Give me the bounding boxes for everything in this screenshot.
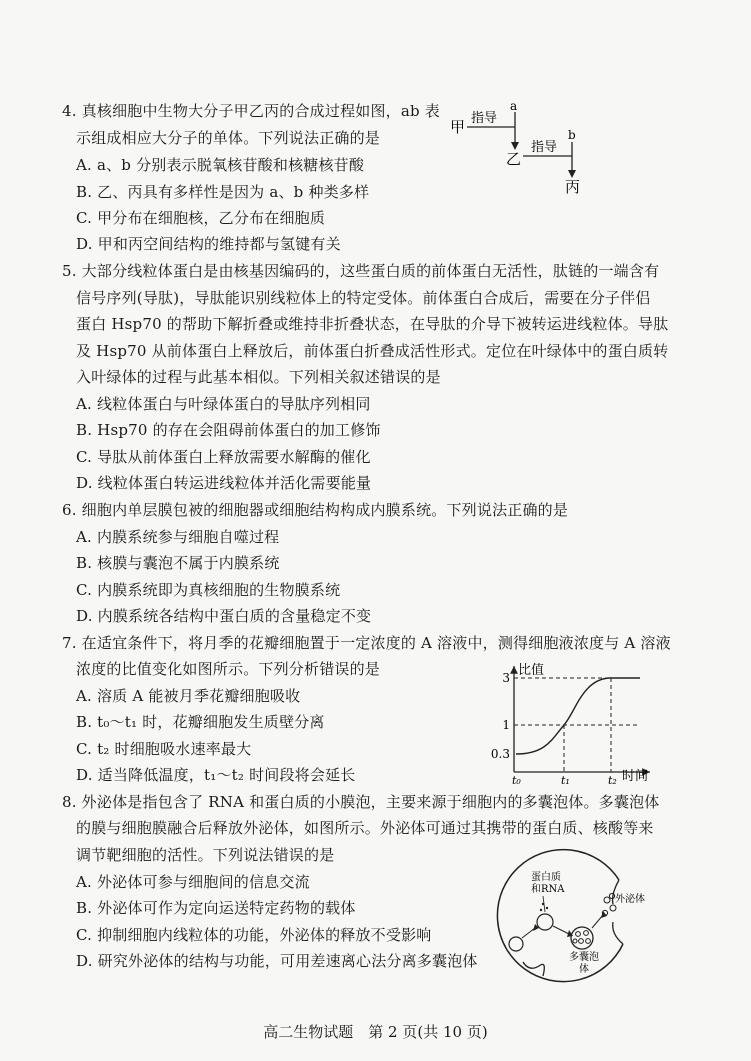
q5-stem-line-2: 信号序列(导肽)，导肽能识别线粒体上的特定受体。前体蛋白合成后，需要在分子伴侣 — [76, 289, 651, 307]
q7-option-c: C. t₂ 时细胞吸水速率最大 — [76, 740, 252, 758]
q6-option-b: B. 核膜与囊泡不属于内膜系统 — [76, 554, 280, 572]
q8-label-exosome: 外泌体 — [615, 894, 645, 905]
q5-stem-line-4: 及 Hsp70 从前体蛋白上释放后，前体蛋白折叠成活性形式。定位在叶绿体中的蛋白质转 — [76, 342, 669, 360]
q4-stem-line-1: 4. 真核细胞中生物大分子甲乙丙的合成过程如图，ab 表 — [62, 102, 440, 120]
q6-option-d: D. 内膜系统各结构中蛋白质的含量稳定不变 — [76, 607, 372, 625]
q7-option-a: A. 溶质 A 能被月季花瓣细胞吸收 — [76, 687, 301, 705]
q7-option-d: D. 适当降低温度，t₁～t₂ 时间段将会延长 — [76, 766, 356, 784]
page-footer: 高二生物试题 第 2 页(共 10 页) — [263, 1023, 488, 1041]
q7-series-curve — [516, 678, 640, 754]
q7-xtick-label: t₂ — [608, 774, 617, 785]
q7-ytick-label: 1 — [502, 718, 510, 732]
q8-option-d: D. 研究外泌体的结构与功能，可用差速离心法分离多囊泡体 — [76, 952, 478, 970]
q6-option-c: C. 内膜系统即为真核细胞的生物膜系统 — [76, 581, 341, 599]
q8-label-mvb-2: 体 — [579, 964, 589, 975]
q7-xtick-label: t₁ — [561, 774, 570, 785]
q7-option-b: B. t₀～t₁ 时，花瓣细胞发生质壁分离 — [76, 713, 325, 731]
q7-guides — [514, 678, 640, 772]
q7-stem-line-1: 7. 在适宜条件下，将月季的花瓣细胞置于一定浓度的 A 溶液中，测得细胞液浓度与 A 溶液 — [62, 634, 671, 652]
q4-figure — [440, 100, 600, 200]
q4-option-c: C. 甲分布在细胞核，乙分布在细胞质 — [76, 209, 326, 227]
q4-stem-line-2: 示组成相应大分子的单体。下列说法正确的是 — [76, 129, 381, 147]
q7-stem-line-2: 浓度的比值变化如图所示。下列分析错误的是 — [76, 660, 381, 678]
q8-stem-line-3: 调节靶细胞的活性。下列说法错误的是 — [76, 846, 335, 864]
q5-option-a: A. 线粒体蛋白与叶绿体蛋白的导肽序列相同 — [76, 395, 371, 413]
q7-ytick-label: 0.3 — [490, 747, 510, 761]
q8-figure — [495, 838, 645, 988]
q8-option-a: A. 外泌体可参与细胞间的信息交流 — [76, 873, 310, 891]
q5-option-c: C. 导肽从前体蛋白上释放需要水解酶的催化 — [76, 448, 371, 466]
q4-node-jia: 甲 — [450, 118, 466, 136]
q8-option-c: C. 抑制细胞内线粒体的功能，外泌体的释放不受影响 — [76, 926, 432, 944]
q6-stem-line-1: 6. 细胞内单层膜包被的细胞器或细胞结构构成内膜系统。下列说法正确的是 — [62, 501, 569, 519]
q4-option-b: B. 乙、丙具有多样性是因为 a、b 种类多样 — [76, 183, 370, 201]
q4-label-b: b — [568, 128, 576, 142]
q7-ticks — [491, 671, 617, 785]
q8-stem-line-2: 的膜与细胞膜融合后释放外泌体，如图所示。外泌体可通过其携带的蛋白质、核酸等来 — [76, 819, 654, 837]
q5-stem-line-5: 入叶绿体的过程与此基本相似。下列相关叙述错误的是 — [76, 368, 441, 386]
q4-label-zhidao-1: 指导 — [471, 111, 498, 126]
q8-stem-line-1: 8. 外泌体是指包含了 RNA 和蛋白质的小膜泡，主要来源于细胞内的多囊泡体。多囊泡体 — [62, 793, 660, 811]
q8-label-protein: 蛋白质 — [531, 872, 561, 883]
q8-label-rna: 和RNA — [531, 884, 565, 895]
q4-node-bing: 丙 — [565, 178, 581, 196]
q8-option-b: B. 外泌体可作为定向运送特定药物的载体 — [76, 899, 356, 917]
q7-y-label: 比值 — [518, 663, 545, 678]
q7-chart — [490, 660, 665, 785]
q4-label-zhidao-2: 指导 — [531, 140, 558, 155]
q5-stem-line-1: 5. 大部分线粒体蛋白是由核基因编码的，这些蛋白质的前体蛋白无活性，肽链的一端含有 — [62, 262, 660, 280]
q5-stem-line-3: 蛋白 Hsp70 的帮助下解折叠或维持非折叠状态，在导肽的介导下被转运进线粒体。导肽 — [76, 315, 669, 333]
q7-xtick-label: t₀ — [512, 774, 521, 785]
q4-node-yi: 乙 — [506, 150, 522, 168]
q4-label-a: a — [510, 100, 518, 113]
q8-label-mvb-1: 多囊泡 — [569, 952, 599, 963]
q7-x-label: 时间 — [622, 769, 649, 784]
q5-option-d: D. 线粒体蛋白转运进线粒体并活化需要能量 — [76, 474, 372, 492]
q4-option-a: A. a、b 分别表示脱氧核苷酸和核糖核苷酸 — [76, 156, 365, 174]
q7-ytick-label: 3 — [502, 671, 510, 685]
q5-option-b: B. Hsp70 的存在会阻碍前体蛋白的加工修饰 — [76, 421, 381, 439]
q4-option-d: D. 甲和丙空间结构的维持都与氢键有关 — [76, 235, 341, 253]
q6-option-a: A. 内膜系统参与细胞自噬过程 — [76, 528, 280, 546]
